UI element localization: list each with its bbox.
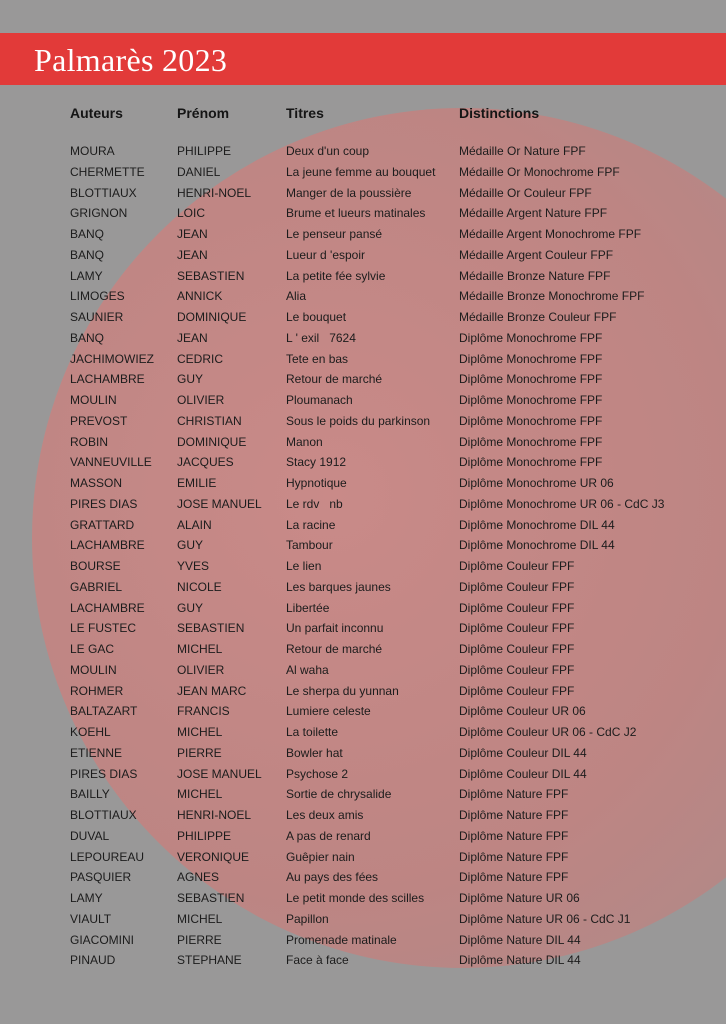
table-row (0, 307, 726, 328)
table-row (0, 950, 726, 971)
table-row (0, 183, 726, 204)
author-cell: BANQ (70, 330, 105, 345)
title-cell: La toilette (286, 725, 339, 739)
table-row (0, 743, 726, 764)
author-cell: GIACOMINI (70, 932, 135, 947)
firstname-cell: GUY (177, 372, 204, 387)
firstname-cell: JEAN (177, 247, 208, 262)
author-cell: LAMY (70, 891, 103, 905)
author-cell: LACHAMBRE (70, 600, 145, 615)
title-cell: Manger de la poussière (286, 185, 412, 200)
title-cell: Guêpier nain (286, 849, 355, 864)
firstname-cell: MICHEL (177, 911, 223, 926)
author-cell: JACHIMOWIEZ (70, 351, 154, 366)
table-row (0, 390, 726, 411)
firstname-cell: LOIC (177, 206, 206, 221)
distinction-cell: Diplôme Nature UR 06 (459, 891, 580, 905)
firstname-cell: AGNES (177, 870, 220, 885)
distinction-cell: Diplôme Couleur DIL 44 (459, 745, 587, 760)
table-row (0, 867, 726, 888)
firstname-cell: ALAIN (177, 517, 212, 532)
distinction-cell: Diplôme Monochrome FPF (459, 455, 603, 470)
firstname-cell: GUY (177, 538, 204, 553)
distinction-cell: Diplôme Monochrome UR 06 - CdC J3 (459, 496, 665, 511)
title-cell: L ' exil 7624 (286, 330, 356, 345)
author-cell: ROBIN (70, 434, 109, 449)
distinction-cell: Diplôme Nature DIL 44 (459, 932, 581, 947)
title-cell: Le bouquet (286, 310, 347, 324)
distinction-cell: Médaille Bronze Monochrome FPF (459, 289, 645, 304)
title-cell: Retour de marché (286, 372, 383, 387)
firstname-cell: DANIEL (177, 164, 221, 179)
firstname-cell: MICHEL (177, 787, 223, 802)
table-row (0, 369, 726, 390)
title-cell: Bowler hat (286, 745, 343, 760)
distinction-cell: Diplôme Monochrome FPF (459, 393, 603, 407)
title-cell: Face à face (286, 953, 349, 968)
header-distinctions: Distinctions (459, 105, 540, 121)
table-row (0, 805, 726, 826)
table-row (0, 681, 726, 702)
table-row (0, 224, 726, 245)
firstname-cell: PIERRE (177, 932, 222, 947)
table-row (0, 452, 726, 473)
page-title: Palmarès 2023 (34, 42, 228, 78)
table-row (0, 909, 726, 930)
author-cell: ETIENNE (70, 745, 123, 760)
distinction-cell: Médaille Bronze Couleur FPF (459, 310, 617, 324)
firstname-cell: OLIVIER (177, 662, 225, 677)
table-row (0, 245, 726, 266)
firstname-cell: MICHEL (177, 642, 223, 656)
firstname-cell: PIERRE (177, 745, 222, 760)
title-cell: La jeune femme au bouquet (286, 164, 436, 179)
table-row (0, 577, 726, 598)
distinction-cell: Diplôme Couleur UR 06 (459, 704, 586, 719)
table-row (0, 826, 726, 847)
author-cell: GABRIEL (70, 579, 123, 594)
distinction-cell: Diplôme Couleur FPF (459, 579, 575, 594)
table-row (0, 411, 726, 432)
firstname-cell: JEAN (177, 227, 208, 241)
table-row (0, 266, 726, 287)
firstname-cell: SEBASTIEN (177, 268, 245, 283)
table-row (0, 639, 726, 660)
table-row (0, 764, 726, 785)
author-cell: MASSON (70, 476, 123, 490)
firstname-cell: PHILIPPE (177, 144, 232, 158)
table-row (0, 328, 726, 349)
author-cell: BAILLY (70, 787, 110, 802)
author-cell: LE GAC (70, 642, 115, 656)
author-cell: LE FUSTEC (70, 621, 137, 636)
distinction-cell: Diplôme Nature FPF (459, 870, 569, 885)
firstname-cell: CEDRIC (177, 351, 224, 366)
table-row (0, 535, 726, 556)
title-cell: Papillon (286, 911, 329, 926)
author-cell: VIAULT (70, 911, 112, 926)
title-cell: Tambour (286, 538, 333, 553)
table-row (0, 701, 726, 722)
distinction-cell: Médaille Or Monochrome FPF (459, 164, 620, 179)
distinction-cell: Diplôme Nature DIL 44 (459, 953, 581, 968)
distinction-cell: Diplôme Couleur UR 06 - CdC J2 (459, 725, 637, 739)
author-cell: BANQ (70, 227, 105, 241)
table-row (0, 515, 726, 536)
distinction-cell: Diplôme Nature FPF (459, 849, 569, 864)
table-row (0, 349, 726, 370)
distinction-cell: Médaille Or Nature FPF (459, 144, 586, 158)
author-cell: GRATTARD (70, 517, 135, 532)
distinction-cell: Diplôme Monochrome FPF (459, 434, 603, 449)
title-cell: La racine (286, 517, 336, 532)
firstname-cell: JEAN MARC (177, 683, 247, 698)
firstname-cell: NICOLE (177, 579, 222, 594)
distinction-cell: Diplôme Couleur DIL 44 (459, 766, 587, 781)
distinction-cell: Diplôme Nature UR 06 - CdC J1 (459, 911, 631, 926)
distinction-cell: Diplôme Couleur FPF (459, 683, 575, 698)
title-cell: Sous le poids du parkinson (286, 413, 431, 428)
author-cell: PIRES DIAS (70, 496, 138, 511)
author-cell: MOURA (70, 144, 115, 158)
table-row (0, 722, 726, 743)
title-cell: Tete en bas (286, 351, 349, 366)
distinction-cell: Médaille Argent Nature FPF (459, 206, 608, 221)
author-cell: BALTAZART (70, 704, 138, 719)
firstname-cell: HENRI-NOEL (177, 808, 252, 822)
firstname-cell: MICHEL (177, 725, 223, 739)
header-auteurs: Auteurs (70, 105, 123, 121)
title-cell: Le sherpa du yunnan (286, 683, 399, 698)
title-cell: Ploumanach (286, 393, 353, 407)
firstname-cell: YVES (177, 559, 210, 573)
title-cell: Le rdv nb (286, 496, 343, 511)
author-cell: BLOTTIAUX (70, 808, 137, 822)
author-cell: ROHMER (70, 683, 124, 698)
distinction-cell: Médaille Argent Couleur FPF (459, 247, 614, 262)
distinction-cell: Diplôme Monochrome DIL 44 (459, 538, 615, 553)
author-cell: DUVAL (70, 828, 110, 843)
distinction-cell: Médaille Or Couleur FPF (459, 185, 592, 200)
table-row (0, 556, 726, 577)
title-cell: Lueur d 'espoir (286, 247, 366, 262)
firstname-cell: DOMINIQUE (177, 434, 247, 449)
table-row (0, 598, 726, 619)
firstname-cell: STEPHANE (177, 953, 242, 968)
author-cell: LACHAMBRE (70, 372, 145, 387)
distinction-cell: Diplôme Monochrome FPF (459, 330, 603, 345)
firstname-cell: JACQUES (177, 455, 234, 470)
title-cell: Al waha (286, 662, 329, 677)
distinction-cell: Médaille Bronze Nature FPF (459, 268, 611, 283)
distinction-cell: Diplôme Couleur FPF (459, 559, 575, 573)
firstname-cell: EMILIE (177, 476, 217, 490)
title-cell: Libertée (286, 600, 330, 615)
table-row (0, 203, 726, 224)
author-cell: PREVOST (70, 413, 128, 428)
firstname-cell: OLIVIER (177, 393, 225, 407)
title-cell: Stacy 1912 (286, 455, 347, 470)
firstname-cell: JEAN (177, 330, 208, 345)
title-cell: A pas de renard (286, 828, 371, 843)
firstname-cell: ANNICK (177, 289, 223, 304)
table-row (0, 162, 726, 183)
author-cell: CHERMETTE (70, 164, 145, 179)
distinction-cell: Médaille Argent Monochrome FPF (459, 227, 642, 241)
distinction-cell: Diplôme Couleur FPF (459, 621, 575, 636)
author-cell: LEPOUREAU (70, 849, 145, 864)
distinction-cell: Diplôme Monochrome FPF (459, 372, 603, 387)
author-cell: VANNEUVILLE (70, 455, 152, 470)
author-cell: GRIGNON (70, 206, 128, 221)
table-row (0, 141, 726, 162)
table-row (0, 494, 726, 515)
author-cell: KOEHL (70, 725, 111, 739)
table-row (0, 286, 726, 307)
firstname-cell: HENRI-NOEL (177, 185, 252, 200)
firstname-cell: DOMINIQUE (177, 310, 247, 324)
firstname-cell: SEBASTIEN (177, 891, 245, 905)
table-row (0, 888, 726, 909)
title-cell: Retour de marché (286, 642, 383, 656)
title-cell: Les barques jaunes (286, 579, 391, 594)
author-cell: PINAUD (70, 953, 116, 968)
distinction-cell: Diplôme Couleur FPF (459, 600, 575, 615)
author-cell: LACHAMBRE (70, 538, 145, 553)
table-header (0, 103, 726, 123)
title-cell: Le lien (286, 559, 322, 573)
firstname-cell: JOSE MANUEL (177, 496, 262, 511)
author-cell: MOULIN (70, 393, 117, 407)
header-prenom: Prénom (177, 105, 230, 121)
title-cell: Deux d'un coup (286, 144, 370, 158)
firstname-cell: PHILIPPE (177, 828, 232, 843)
distinction-cell: Diplôme Nature FPF (459, 828, 569, 843)
author-cell: LIMOGES (70, 289, 125, 304)
distinction-cell: Diplôme Couleur FPF (459, 662, 575, 677)
author-cell: MOULIN (70, 662, 117, 677)
results-table (0, 141, 726, 971)
title-cell: Le penseur pansé (286, 227, 383, 241)
table-row (0, 473, 726, 494)
table-row (0, 847, 726, 868)
firstname-cell: GUY (177, 600, 204, 615)
title-cell: Psychose 2 (286, 766, 349, 781)
table-row (0, 784, 726, 805)
author-cell: SAUNIER (70, 310, 124, 324)
author-cell: BLOTTIAUX (70, 185, 137, 200)
distinction-cell: Diplôme Monochrome FPF (459, 413, 603, 428)
firstname-cell: CHRISTIAN (177, 413, 242, 428)
distinction-cell: Diplôme Monochrome DIL 44 (459, 517, 615, 532)
distinction-cell: Diplôme Monochrome UR 06 (459, 476, 614, 490)
title-cell: Brume et lueurs matinales (286, 206, 426, 221)
distinction-cell: Diplôme Nature FPF (459, 808, 569, 822)
title-cell: Au pays des fées (286, 870, 379, 885)
author-cell: PASQUIER (70, 870, 132, 885)
distinction-cell: Diplôme Nature FPF (459, 787, 569, 802)
distinction-cell: Diplôme Monochrome FPF (459, 351, 603, 366)
firstname-cell: JOSE MANUEL (177, 766, 262, 781)
title-cell: Les deux amis (286, 808, 364, 822)
title-cell: Sortie de chrysalide (286, 787, 392, 802)
header-titres: Titres (286, 105, 324, 121)
author-cell: LAMY (70, 268, 103, 283)
table-row (0, 930, 726, 951)
distinction-cell: Diplôme Couleur FPF (459, 642, 575, 656)
title-cell: Manon (286, 434, 323, 449)
title-cell: Alia (286, 289, 307, 304)
firstname-cell: FRANCIS (177, 704, 230, 719)
title-cell: Lumiere celeste (286, 704, 371, 719)
title-cell: Un parfait inconnu (286, 621, 384, 636)
title-cell: Le petit monde des scilles (286, 891, 425, 905)
table-row (0, 432, 726, 453)
firstname-cell: VERONIQUE (177, 849, 250, 864)
title-cell: La petite fée sylvie (286, 268, 386, 283)
author-cell: PIRES DIAS (70, 766, 138, 781)
author-cell: BOURSE (70, 559, 121, 573)
table-row (0, 660, 726, 681)
firstname-cell: SEBASTIEN (177, 621, 245, 636)
title-cell: Hypnotique (286, 476, 347, 490)
table-row (0, 618, 726, 639)
author-cell: BANQ (70, 247, 105, 262)
title-cell: Promenade matinale (286, 932, 397, 947)
